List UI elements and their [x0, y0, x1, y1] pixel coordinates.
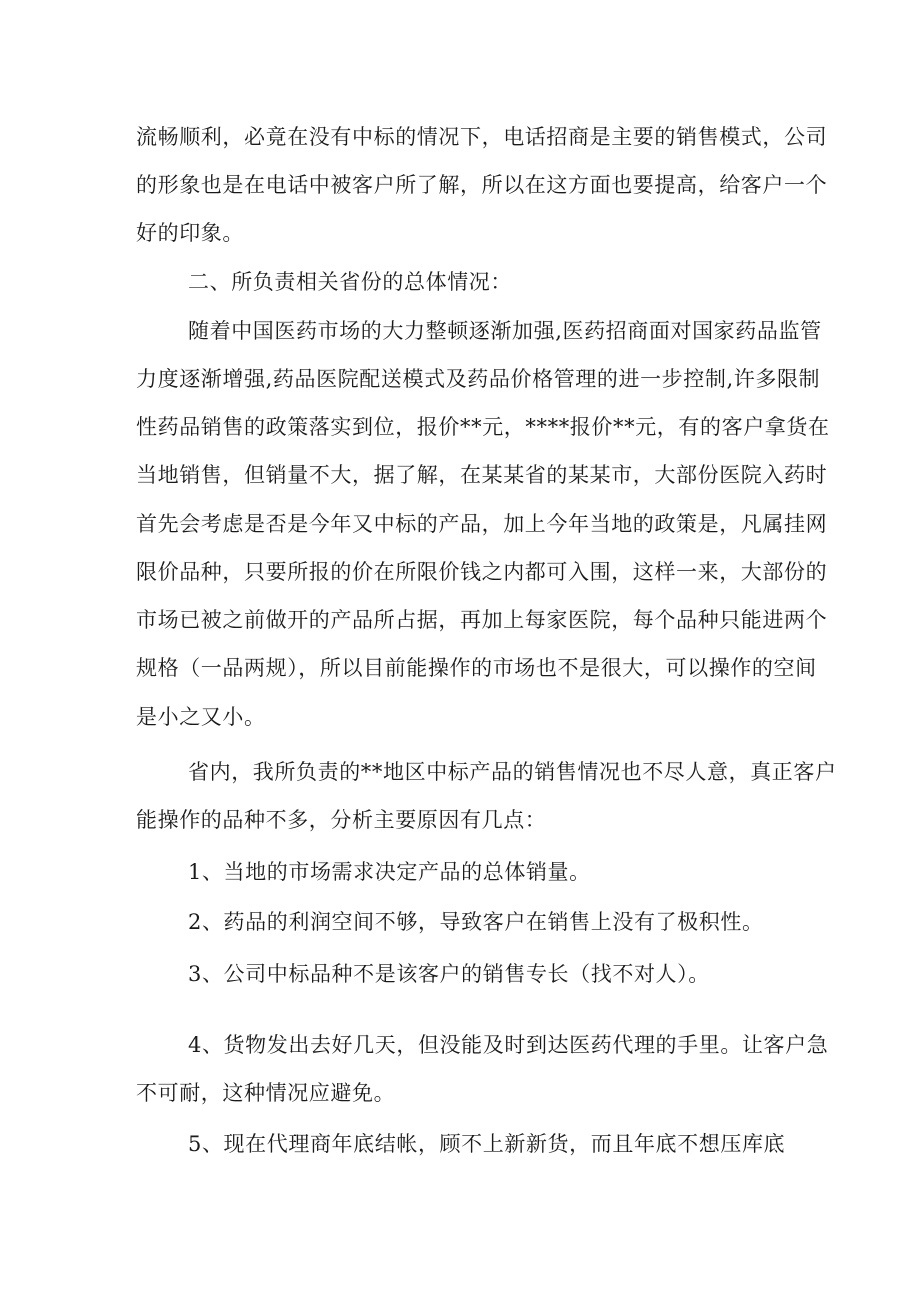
- paragraph-line: 省内，我所负责的**地区中标产品的销售情况也不尽人意，真正客户: [188, 760, 837, 784]
- paragraph-line: 能操作的品种不多，分析主要原因有几点：: [136, 808, 547, 832]
- paragraph-line: 的形象也是在电话中被客户所了解，所以在这方面也要提高，给客户一个: [136, 173, 828, 197]
- list-item: 2、药品的利润空间不够，导致客户在销售上没有了极积性。: [188, 910, 764, 934]
- list-item: 5、现在代理商年底结帐，顾不上新新货，而且年底不想压库底: [188, 1132, 786, 1156]
- paragraph-line: 随着中国医药市场的大力整顿逐渐加强,医药招商面对国家药品监管: [188, 319, 822, 343]
- paragraph-line: 好的印象。: [136, 221, 244, 245]
- paragraph-line: 力度逐渐增强,药品医院配送模式及药品价格管理的进一步控制,许多限制: [136, 367, 821, 391]
- paragraph-line: 规格（一品两规），所以目前能操作的市场也不是很大，可以操作的空间: [136, 656, 817, 680]
- paragraph-line: 性药品销售的政策落实到位，报价**元，****报价**元，有的客户拿货在: [136, 415, 830, 439]
- list-item: 3、公司中标品种不是该客户的销售专长（找不对人）。: [188, 962, 710, 986]
- paragraph-line: 是小之又小。: [136, 705, 266, 729]
- list-item: 4、货物发出去好几天，但没能及时到达医药代理的手里。让客户急: [188, 1033, 829, 1057]
- list-item-continuation: 不可耐，这种情况应避免。: [136, 1081, 396, 1105]
- paragraph-line: 市场已被之前做开的产品所占据，再加上每家医院，每个品种只能进两个: [136, 608, 828, 632]
- section-heading: 二、所负责相关省份的总体情况：: [188, 270, 512, 294]
- paragraph-line: 当地销售，但销量不大，据了解，在某某省的某某市，大部份医院入药时: [136, 463, 828, 487]
- paragraph-line: 首先会考虑是否是今年又中标的产品，加上今年当地的政策是，凡属挂网: [136, 512, 828, 536]
- paragraph-line: 流畅顺利，必竟在没有中标的情况下，电话招商是主要的销售模式，公司: [136, 125, 828, 149]
- paragraph-line: 限价品种，只要所报的价在所限价钱之内都可入围，这样一来，大部份的: [136, 560, 828, 584]
- list-item: 1、当地的市场需求决定产品的总体销量。: [188, 860, 591, 884]
